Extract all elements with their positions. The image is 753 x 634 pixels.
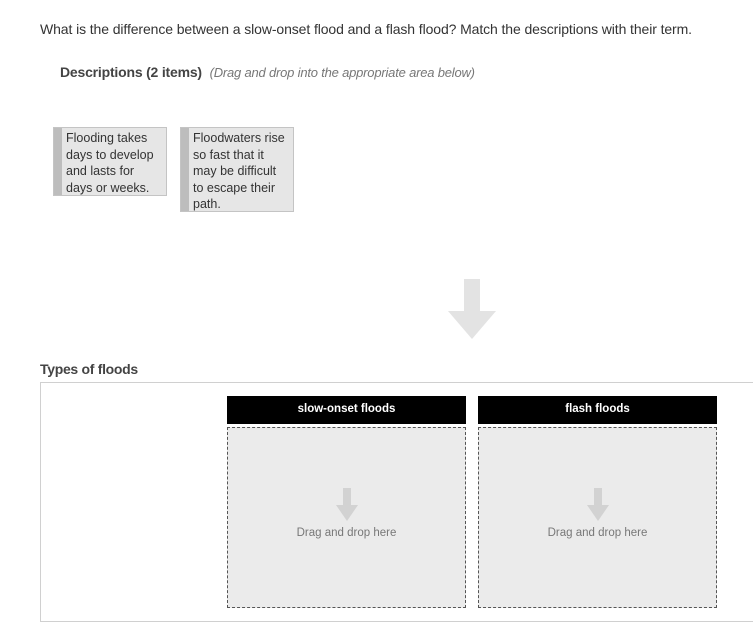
descriptions-hint: (Drag and drop into the appropriate area below) (209, 65, 475, 80)
types-heading: Types of floods (40, 361, 138, 377)
drop-zone-flash-floods (478, 396, 717, 608)
draggable-item-text: Floodwaters rise so fast that it may be difficult to escape their path. (193, 131, 285, 211)
descriptions-heading (60, 64, 475, 80)
drop-target-slow-onset-floods[interactable] (227, 427, 466, 608)
draggable-item-text: Flooding takes days to develop and lasts for days or weeks. (66, 131, 154, 195)
drop-target-flash-floods[interactable] (478, 427, 717, 608)
drag-handle[interactable] (181, 128, 189, 211)
drag-handle[interactable] (54, 128, 62, 195)
draggable-item-flash-flood-description[interactable] (180, 127, 294, 212)
arrow-down-icon (448, 279, 496, 341)
drop-placeholder-text: Drag and drop here (547, 527, 648, 539)
drop-placeholder-text: Drag and drop here (296, 527, 397, 539)
drop-zone-header: flash floods (478, 396, 717, 424)
descriptions-title: Descriptions (2 items) (60, 64, 202, 80)
drop-zone-header: slow-onset floods (227, 396, 466, 424)
drop-zone-slow-onset-floods (227, 396, 466, 608)
question-text: What is the difference between a slow-onset flood and a flash flood? Match the descriptions with their term. (40, 21, 692, 37)
arrow-down-icon (587, 488, 609, 522)
draggable-item-slow-onset-description[interactable] (53, 127, 167, 196)
arrow-down-icon (336, 488, 358, 522)
